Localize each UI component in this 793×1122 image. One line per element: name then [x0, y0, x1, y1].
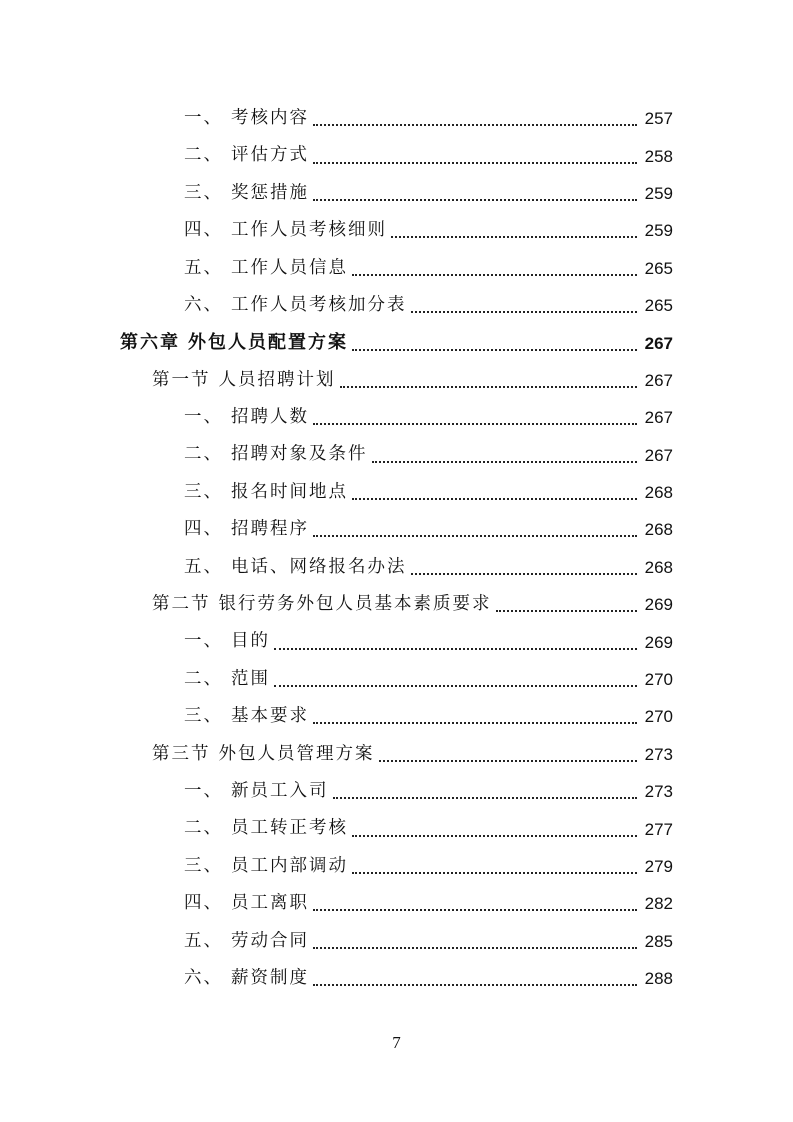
toc-dot-leader — [379, 759, 638, 762]
toc-entry-chapter[interactable] — [0, 324, 793, 361]
page-number: 7 — [392, 1033, 401, 1052]
toc-entry-marker: 五、 — [184, 556, 223, 577]
toc-entry-title: 目的 — [231, 631, 270, 652]
toc-entry-page: 258 — [644, 146, 673, 166]
toc-entry-label — [152, 743, 375, 764]
toc-entry-marker: 一、 — [184, 107, 223, 128]
toc-entry-page: 269 — [644, 632, 673, 652]
toc-entry-marker: 一、 — [184, 407, 223, 428]
toc-entry-label — [184, 895, 309, 913]
toc-entry-label — [184, 668, 270, 689]
toc-dot-leader — [274, 684, 637, 687]
toc-dot-leader — [352, 497, 637, 500]
toc-entry-title: 银行劳务外包人员基本素质要求 — [218, 594, 492, 615]
toc-entry-page: 273 — [644, 744, 673, 764]
toc-entry-section[interactable] — [0, 736, 793, 773]
toc-entry-title: 招聘人数 — [231, 407, 309, 428]
toc-dot-leader — [333, 796, 638, 799]
toc-entry-title: 奖惩措施 — [231, 182, 309, 203]
toc-entry-label — [120, 334, 348, 352]
toc-entry-section[interactable] — [0, 362, 793, 399]
toc-entry-page: 265 — [644, 296, 673, 316]
toc-entry-item[interactable] — [0, 848, 793, 885]
toc-entry-title: 外包人员配置方案 — [188, 332, 348, 354]
toc-entry-item[interactable] — [0, 100, 793, 137]
toc-entry-marker: 二、 — [184, 145, 223, 166]
toc-entry-marker: 二、 — [184, 668, 223, 689]
toc-dot-leader — [372, 460, 638, 463]
toc-entry-marker: 五、 — [184, 257, 223, 278]
toc-entry-page: 270 — [644, 670, 673, 690]
toc-entry-label — [152, 369, 336, 390]
toc-entry-page: 267 — [644, 333, 673, 353]
toc-entry-marker: 五、 — [184, 930, 223, 951]
toc-entry-page: 259 — [644, 221, 673, 241]
toc-entry-title: 员工内部调动 — [231, 855, 348, 876]
toc-entry-marker: 六、 — [184, 294, 223, 315]
toc-entry-page: 268 — [644, 483, 673, 503]
toc-entry-marker: 第二节 — [152, 594, 211, 615]
toc-dot-leader — [313, 534, 637, 537]
toc-dot-leader — [352, 871, 637, 874]
toc-entry-marker: 三、 — [184, 855, 223, 876]
toc-entry-item[interactable] — [0, 661, 793, 698]
toc-entry-page: 288 — [644, 969, 673, 989]
toc-entry-label — [184, 556, 407, 577]
toc-entry-title: 范围 — [231, 668, 270, 689]
toc-entry-label — [184, 708, 309, 726]
toc-entry-label — [184, 182, 309, 203]
toc-entry-item[interactable] — [0, 287, 793, 324]
toc-entry-marker: 一、 — [184, 631, 223, 652]
toc-dot-leader — [313, 198, 637, 201]
toc-entry-label — [184, 855, 348, 876]
toc-dot-leader — [391, 235, 637, 238]
toc-entry-marker: 一、 — [184, 780, 223, 801]
toc-entry-title: 基本要求 — [231, 706, 309, 727]
toc-entry-item[interactable] — [0, 960, 793, 997]
toc-entry-title: 工作人员考核加分表 — [231, 294, 407, 315]
toc-dot-leader — [411, 310, 638, 313]
toc-entry-label — [184, 294, 407, 315]
toc-entry-marker: 二、 — [184, 444, 223, 465]
toc-dot-leader — [313, 161, 637, 164]
toc-entry-marker: 三、 — [184, 706, 223, 727]
toc-entry-page: 273 — [644, 782, 673, 802]
toc-entry-label — [184, 107, 309, 128]
toc-entry-item[interactable] — [0, 623, 793, 660]
toc-entry-item[interactable] — [0, 549, 793, 586]
toc-entry-title: 薪资制度 — [231, 967, 309, 988]
toc-entry-marker: 第六章 — [120, 332, 180, 354]
toc-entry-marker: 三、 — [184, 481, 223, 502]
toc-entry-item[interactable] — [0, 698, 793, 735]
toc-entry-item[interactable] — [0, 923, 793, 960]
toc-dot-leader — [352, 834, 637, 837]
toc-dot-leader — [313, 123, 637, 126]
toc-entry-title: 工作人员考核细则 — [231, 220, 387, 241]
toc-entry-page: 279 — [644, 857, 673, 876]
toc-entry-title: 考核内容 — [231, 107, 309, 128]
toc-dot-leader — [313, 908, 637, 911]
toc-entry-marker: 四、 — [184, 519, 223, 540]
toc-dot-leader — [313, 721, 637, 724]
toc-entry-page: 268 — [644, 520, 673, 540]
toc-entry-title: 报名时间地点 — [231, 481, 348, 502]
toc-entry-marker: 四、 — [184, 893, 223, 914]
toc-entry-title: 员工转正考核 — [231, 818, 348, 839]
toc-entry-title: 评估方式 — [231, 145, 309, 166]
toc-entry-page: 265 — [644, 258, 673, 278]
toc-entry-item[interactable] — [0, 250, 793, 287]
toc-dot-leader — [313, 983, 637, 986]
toc-entry-page: 269 — [644, 595, 673, 615]
toc-entry-label — [184, 967, 309, 988]
toc-entry-item[interactable] — [0, 885, 793, 922]
toc-entry-label — [184, 222, 387, 240]
toc-entry-page: 270 — [644, 707, 673, 727]
toc-entry-item[interactable] — [0, 137, 793, 174]
toc-entry-label — [184, 409, 309, 427]
toc-entry-page: 268 — [644, 557, 673, 577]
table-of-contents — [0, 100, 793, 997]
toc-entry-title: 新员工入司 — [231, 780, 329, 801]
toc-entry-label — [152, 596, 492, 614]
toc-entry-item[interactable] — [0, 474, 793, 511]
toc-entry-marker: 第三节 — [152, 743, 211, 764]
toc-entry-page: 267 — [644, 445, 673, 465]
toc-entry-title: 电话、网络报名办法 — [231, 556, 407, 577]
toc-dot-leader — [313, 946, 637, 949]
toc-entry-page: 259 — [644, 183, 673, 203]
toc-entry-label — [184, 481, 348, 502]
toc-entry-page: 257 — [644, 109, 673, 129]
toc-entry-label — [184, 633, 270, 651]
toc-entry-marker: 六、 — [184, 967, 223, 988]
toc-entry-label — [184, 521, 309, 539]
toc-dot-leader — [340, 385, 638, 388]
toc-entry-label — [184, 780, 329, 801]
toc-dot-leader — [274, 647, 637, 650]
toc-entry-label — [184, 446, 368, 464]
toc-entry-label — [184, 147, 309, 165]
toc-dot-leader — [496, 609, 638, 612]
toc-entry-title: 人员招聘计划 — [218, 369, 336, 390]
toc-entry-item[interactable] — [0, 212, 793, 249]
toc-entry-item[interactable] — [0, 399, 793, 436]
toc-entry-page: 277 — [644, 819, 673, 839]
toc-entry-title: 劳动合同 — [231, 930, 309, 951]
toc-entry-title: 员工离职 — [231, 893, 309, 914]
toc-dot-leader — [411, 572, 638, 575]
toc-entry-label — [184, 930, 309, 951]
toc-entry-item[interactable] — [0, 810, 793, 847]
toc-entry-page: 285 — [644, 931, 673, 951]
toc-entry-title: 招聘对象及条件 — [231, 444, 368, 465]
toc-entry-section[interactable] — [0, 586, 793, 623]
toc-entry-title: 外包人员管理方案 — [218, 743, 375, 764]
toc-entry-marker: 三、 — [184, 182, 223, 203]
toc-entry-item[interactable] — [0, 437, 793, 474]
toc-entry-item[interactable] — [0, 511, 793, 548]
toc-dot-leader — [352, 273, 637, 276]
toc-entry-marker: 二、 — [184, 818, 223, 839]
toc-entry-page: 282 — [644, 894, 673, 914]
toc-dot-leader — [352, 348, 637, 351]
toc-entry-marker: 四、 — [184, 220, 223, 241]
toc-entry-marker: 第一节 — [152, 369, 211, 390]
toc-entry-item[interactable] — [0, 175, 793, 212]
toc-entry-page: 267 — [644, 370, 673, 390]
toc-dot-leader — [313, 422, 637, 425]
toc-entry-title: 招聘程序 — [231, 519, 309, 540]
toc-entry-title: 工作人员信息 — [231, 257, 348, 278]
toc-entry-label — [184, 257, 348, 278]
toc-entry-item[interactable] — [0, 773, 793, 810]
toc-entry-page: 267 — [644, 408, 673, 428]
toc-entry-label — [184, 820, 348, 838]
